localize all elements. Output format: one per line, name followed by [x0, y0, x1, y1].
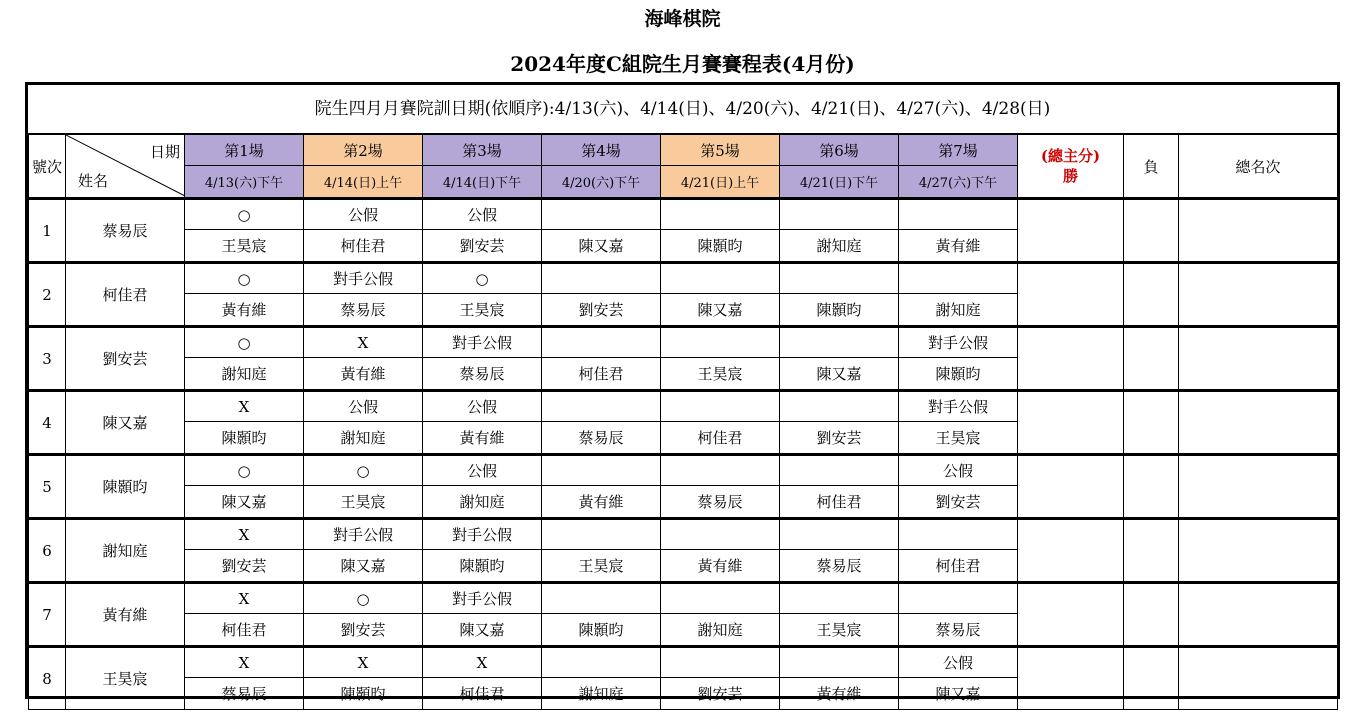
wins-cell: [1018, 519, 1124, 583]
result-cell: [542, 327, 661, 358]
player-number: 2: [29, 263, 66, 327]
table-row: [29, 647, 1338, 678]
round-4-header: 第4場: [542, 134, 661, 166]
result-cell: X: [185, 583, 304, 614]
opponent-cell: 陳又嘉: [780, 358, 899, 391]
rank-cell: [1179, 519, 1338, 583]
opponent-cell: 謝知庭: [542, 678, 661, 710]
player-name: 王昊宸: [66, 647, 185, 710]
player-name: 柯佳君: [66, 263, 185, 327]
rank-cell: [1179, 455, 1338, 519]
opponent-cell: 陳又嘉: [542, 230, 661, 263]
losses-cell: [1124, 519, 1179, 583]
result-cell: ○: [185, 263, 304, 294]
opponent-cell: 王昊宸: [661, 358, 780, 391]
result-cell: ○: [185, 199, 304, 230]
rank-cell: [1179, 199, 1338, 263]
result-cell: [780, 583, 899, 614]
result-cell: [899, 583, 1018, 614]
opponent-cell: 謝知庭: [661, 614, 780, 647]
opponent-cell: 陳顥昀: [780, 294, 899, 327]
result-cell: [661, 647, 780, 678]
result-cell: ○: [304, 455, 423, 486]
losses-cell: [1124, 263, 1179, 327]
result-cell: 公假: [899, 647, 1018, 678]
result-cell: [661, 583, 780, 614]
player-name: 蔡易辰: [66, 199, 185, 263]
round-5-header: 第5場: [661, 134, 780, 166]
player-name: 謝知庭: [66, 519, 185, 583]
losses-cell: [1124, 647, 1179, 710]
result-cell: 公假: [304, 391, 423, 422]
result-cell: X: [185, 391, 304, 422]
opponent-cell: 陳顥昀: [423, 550, 542, 583]
opponent-cell: 陳顥昀: [185, 422, 304, 455]
player-number: 3: [29, 327, 66, 391]
opponent-cell: 王昊宸: [542, 550, 661, 583]
schedule-table: [28, 133, 1338, 710]
win-header-line2: 勝: [1062, 167, 1078, 185]
opponent-cell: 黃有維: [661, 550, 780, 583]
opponent-cell: 蔡易辰: [780, 550, 899, 583]
result-cell: [899, 263, 1018, 294]
result-cell: [899, 199, 1018, 230]
opponent-cell: 劉安芸: [304, 614, 423, 647]
opponent-cell: 劉安芸: [780, 422, 899, 455]
wins-cell: [1018, 263, 1124, 327]
result-cell: [780, 327, 899, 358]
opponent-cell: 柯佳君: [542, 358, 661, 391]
date-name-header: [66, 134, 185, 199]
result-cell: [542, 391, 661, 422]
opponent-cell: 王昊宸: [899, 422, 1018, 455]
result-cell: 對手公假: [423, 519, 542, 550]
result-cell: 對手公假: [899, 327, 1018, 358]
opponent-cell: 黃有維: [304, 358, 423, 391]
win-header-line1: (總主分): [1040, 147, 1101, 165]
result-cell: [780, 519, 899, 550]
opponent-cell: 陳又嘉: [899, 678, 1018, 710]
opponent-cell: 陳又嘉: [423, 614, 542, 647]
opponent-cell: 柯佳君: [661, 422, 780, 455]
round-2-date: 4/14(日)上午: [304, 166, 423, 199]
round-7-date: 4/27(六)下午: [899, 166, 1018, 199]
result-cell: 公假: [423, 391, 542, 422]
rank-cell: [1179, 391, 1338, 455]
player-name: 陳顥昀: [66, 455, 185, 519]
wins-cell: [1018, 327, 1124, 391]
player-number: 7: [29, 583, 66, 647]
opponent-cell: 陳顥昀: [899, 358, 1018, 391]
rank-header: 總名次: [1179, 134, 1338, 199]
result-cell: 公假: [423, 199, 542, 230]
name-label: 姓名: [78, 172, 109, 190]
result-cell: [780, 391, 899, 422]
player-number: 8: [29, 647, 66, 710]
opponent-cell: 柯佳君: [780, 486, 899, 519]
round-7-header: 第7場: [899, 134, 1018, 166]
result-cell: [542, 647, 661, 678]
losses-cell: [1124, 455, 1179, 519]
round-3-date: 4/14(日)下午: [423, 166, 542, 199]
opponent-cell: 王昊宸: [304, 486, 423, 519]
opponent-cell: 謝知庭: [185, 358, 304, 391]
result-cell: 公假: [304, 199, 423, 230]
opponent-cell: 陳顥昀: [661, 230, 780, 263]
round-6-date: 4/21(日)下午: [780, 166, 899, 199]
round-6-header: 第6場: [780, 134, 899, 166]
opponent-cell: 劉安芸: [661, 678, 780, 710]
loss-header: 負: [1124, 134, 1179, 199]
opponent-cell: 陳又嘉: [185, 486, 304, 519]
wins-cell: [1018, 199, 1124, 263]
wins-cell: [1018, 391, 1124, 455]
opponent-cell: 陳又嘉: [661, 294, 780, 327]
losses-cell: [1124, 583, 1179, 647]
losses-cell: [1124, 199, 1179, 263]
result-cell: X: [304, 327, 423, 358]
opponent-cell: 柯佳君: [304, 230, 423, 263]
result-cell: ○: [304, 583, 423, 614]
player-number: 4: [29, 391, 66, 455]
round-1-header: 第1場: [185, 134, 304, 166]
table-row: [29, 263, 1338, 294]
opponent-cell: 蔡易辰: [423, 358, 542, 391]
opponent-cell: 王昊宸: [780, 614, 899, 647]
player-name: 黃有維: [66, 583, 185, 647]
result-cell: [542, 455, 661, 486]
player-name: 劉安芸: [66, 327, 185, 391]
result-cell: [661, 391, 780, 422]
round-1-date: 4/13(六)下午: [185, 166, 304, 199]
round-5-date: 4/21(日)上午: [661, 166, 780, 199]
result-cell: [542, 583, 661, 614]
training-dates-notice: 院生四月月賽院訓日期(依順序):4/13(六)、4/14(日)、4/20(六)、4/21(日)、4/27(六)、4/28(日): [314, 99, 1051, 119]
result-cell: [661, 519, 780, 550]
opponent-cell: 柯佳君: [423, 678, 542, 710]
org-name: 海峰棋院: [644, 8, 721, 30]
date-label: 日期: [149, 143, 180, 161]
opponent-cell: 蔡易辰: [304, 294, 423, 327]
result-cell: [542, 263, 661, 294]
opponent-cell: 黃有維: [899, 230, 1018, 263]
rank-cell: [1179, 263, 1338, 327]
opponent-cell: 黃有維: [542, 486, 661, 519]
result-cell: ○: [423, 263, 542, 294]
player-number: 6: [29, 519, 66, 583]
result-cell: [780, 263, 899, 294]
table-row: [29, 519, 1338, 550]
table-row: [29, 391, 1338, 422]
wins-cell: [1018, 583, 1124, 647]
opponent-cell: 劉安芸: [899, 486, 1018, 519]
round-3-header: 第3場: [423, 134, 542, 166]
player-name: 陳又嘉: [66, 391, 185, 455]
opponent-cell: 陳顥昀: [542, 614, 661, 647]
opponent-cell: 蔡易辰: [899, 614, 1018, 647]
opponent-cell: 柯佳君: [185, 614, 304, 647]
opponent-cell: 謝知庭: [899, 294, 1018, 327]
result-cell: X: [304, 647, 423, 678]
opponent-cell: 黃有維: [780, 678, 899, 710]
player-number: 1: [29, 199, 66, 263]
result-cell: [661, 199, 780, 230]
result-cell: [661, 263, 780, 294]
result-cell: [780, 647, 899, 678]
result-cell: [542, 519, 661, 550]
num-header: 號次: [29, 134, 66, 199]
opponent-cell: 黃有維: [423, 422, 542, 455]
result-cell: 對手公假: [899, 391, 1018, 422]
result-cell: ○: [185, 455, 304, 486]
opponent-cell: 黃有維: [185, 294, 304, 327]
rank-cell: [1179, 647, 1338, 710]
result-cell: X: [185, 519, 304, 550]
table-row: [29, 199, 1338, 230]
opponent-cell: 謝知庭: [423, 486, 542, 519]
opponent-cell: 陳顥昀: [304, 678, 423, 710]
opponent-cell: 陳又嘉: [304, 550, 423, 583]
page-title: 2024年度C組院生月賽賽程表(4月份): [510, 52, 855, 76]
result-cell: [542, 199, 661, 230]
player-number: 5: [29, 455, 66, 519]
opponent-cell: 蔡易辰: [185, 678, 304, 710]
opponent-cell: 劉安芸: [185, 550, 304, 583]
result-cell: 公假: [899, 455, 1018, 486]
result-cell: ○: [185, 327, 304, 358]
losses-cell: [1124, 327, 1179, 391]
result-cell: 公假: [423, 455, 542, 486]
win-header: [1018, 134, 1124, 199]
wins-cell: [1018, 455, 1124, 519]
opponent-cell: 蔡易辰: [661, 486, 780, 519]
table-row: [29, 327, 1338, 358]
result-cell: X: [185, 647, 304, 678]
losses-cell: [1124, 391, 1179, 455]
round-4-date: 4/20(六)下午: [542, 166, 661, 199]
table-row: [29, 583, 1338, 614]
opponent-cell: 謝知庭: [304, 422, 423, 455]
opponent-cell: 王昊宸: [423, 294, 542, 327]
opponent-cell: 蔡易辰: [542, 422, 661, 455]
wins-cell: [1018, 647, 1124, 710]
result-cell: [661, 327, 780, 358]
rank-cell: [1179, 583, 1338, 647]
round-2-header: 第2場: [304, 134, 423, 166]
result-cell: X: [423, 647, 542, 678]
result-cell: [780, 199, 899, 230]
opponent-cell: 謝知庭: [780, 230, 899, 263]
opponent-cell: 劉安芸: [423, 230, 542, 263]
opponent-cell: 王昊宸: [185, 230, 304, 263]
table-row: [29, 455, 1338, 486]
result-cell: 對手公假: [304, 263, 423, 294]
result-cell: [899, 519, 1018, 550]
result-cell: [780, 455, 899, 486]
result-cell: 對手公假: [423, 583, 542, 614]
result-cell: [661, 455, 780, 486]
opponent-cell: 劉安芸: [542, 294, 661, 327]
rank-cell: [1179, 327, 1338, 391]
result-cell: 對手公假: [423, 327, 542, 358]
opponent-cell: 柯佳君: [899, 550, 1018, 583]
result-cell: 對手公假: [304, 519, 423, 550]
